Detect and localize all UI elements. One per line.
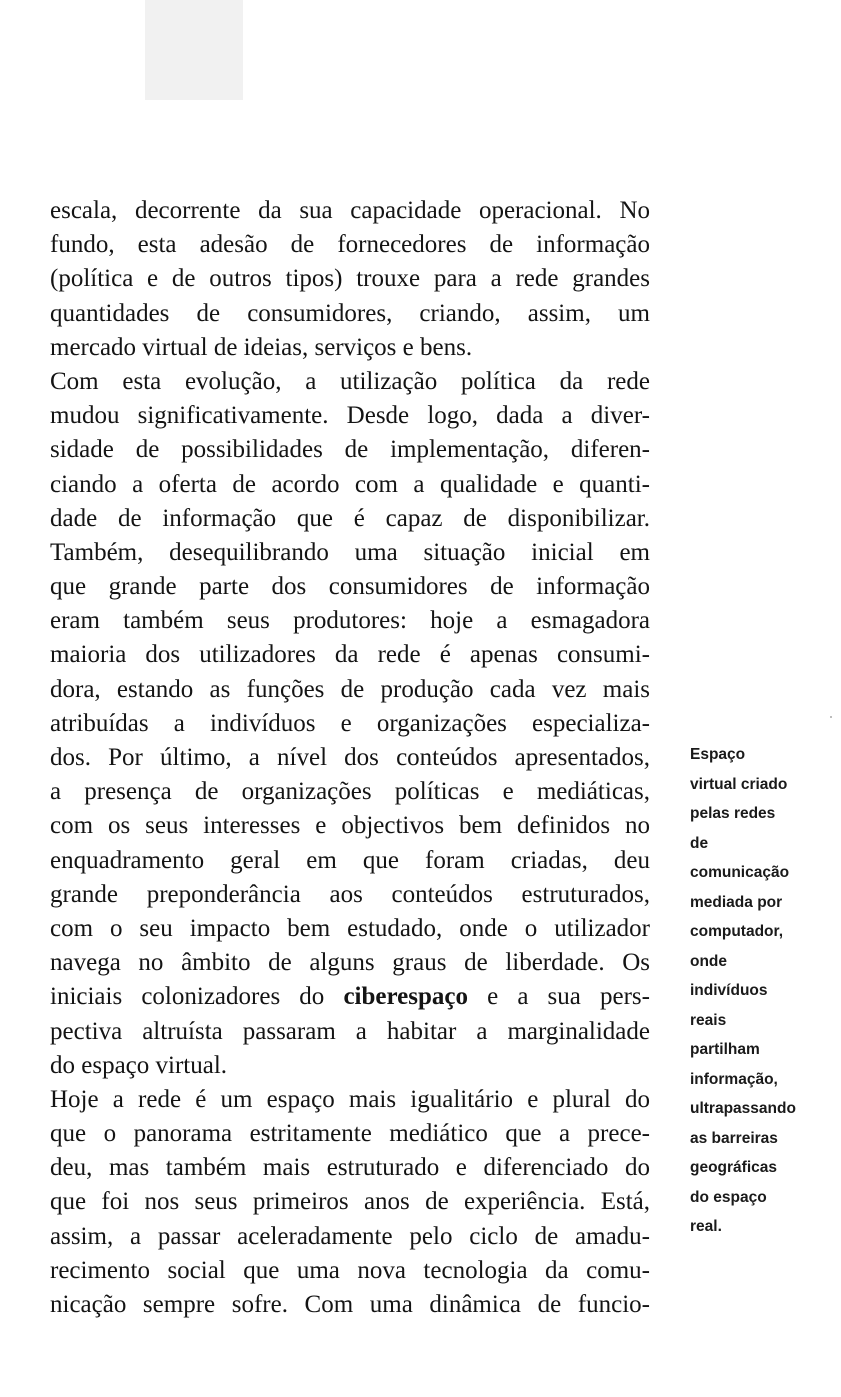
text-line: Hoje a rede é um espaço mais igualitário e plural do	[50, 1085, 650, 1113]
text-line: dade de informação que é capaz de disponibilizar.	[50, 504, 650, 532]
text-line: grande preponderância aos conteúdos estruturados,	[50, 880, 650, 908]
sidenote-line: do espaço	[690, 1188, 767, 1206]
sidenote-line: computador,	[690, 923, 784, 940]
text-line: deu, mas também mais estruturado e diferenciado do	[50, 1154, 650, 1182]
glossary-term: ciberespaço	[343, 983, 468, 1011]
text-line: a presença de organizações políticas e mediáticas,	[50, 778, 650, 806]
text-line: escala, decorrente da sua capacidade operacional. No	[50, 197, 650, 224]
text-line: com o seu impacto bem estudado, onde o utilizador	[50, 914, 650, 942]
text-line: mudou significativamente. Desde logo, dada a diver-	[50, 402, 650, 430]
sidenote-line: as barreiras	[690, 1129, 778, 1147]
text-line: maioria dos utilizadores da rede é apenas consumi-	[50, 641, 650, 669]
text-line: do espaço virtual.	[50, 1051, 228, 1079]
sidenote-line: pelas redes	[690, 805, 776, 822]
sidenote-line: geográficas	[690, 1159, 778, 1176]
sidenote-line: partilham	[690, 1041, 760, 1058]
text-line: quantidades de consumidores, criando, assim, um	[50, 299, 650, 327]
text-line: que foi nos seus primeiros anos de experiência. Está,	[50, 1188, 650, 1216]
text-line: recimento social que uma nova tecnologia da comu-	[50, 1256, 650, 1284]
text-line: dos. Por último, a nível dos conteúdos apresentados,	[50, 744, 650, 771]
text-line: navega no âmbito de alguns graus de liberdade. Os	[50, 949, 650, 977]
sidenote-line: informação,	[690, 1070, 778, 1088]
text-line: com os seus interesses e objectivos bem definidos no	[50, 812, 650, 840]
sidenote-line: mediada por	[690, 893, 783, 911]
glossary-sidenote	[690, 740, 830, 1242]
text-fragment: iniciais colonizadores do	[50, 983, 344, 1011]
text-line: eram também seus produtores: hoje a esmagadora	[50, 607, 650, 635]
scan-artifact	[145, 0, 243, 100]
text-fragment: e a sua pers-	[467, 983, 650, 1011]
sidenote-line: onde	[690, 952, 728, 970]
text-line: mercado virtual de ideias, serviços e bens.	[50, 333, 473, 361]
text-line: assim, a passar aceleradamente pelo ciclo de amadu-	[50, 1222, 650, 1250]
text-line: (política e de outros tipos) trouxe para a rede grandes	[50, 265, 650, 293]
text-line: fundo, esta adesão de fornecedores de informação	[50, 231, 650, 259]
sidenote-line: de	[690, 834, 709, 852]
sidenote-line: indivíduos	[690, 982, 768, 999]
sidenote-line: reais	[690, 1011, 727, 1029]
sidenote-line: virtual criado	[690, 775, 788, 793]
margin-mark	[830, 716, 832, 718]
sidenote-line: comunicação	[690, 864, 790, 881]
sidenote-line: ultrapassando	[690, 1100, 796, 1117]
text-line: pectiva altruísta passaram a habitar a marginalidade	[50, 1017, 650, 1045]
text-line: sidade de possibilidades de implementação, diferen-	[50, 436, 650, 464]
text-line: Também, desequilibrando uma situação inicial em	[50, 538, 650, 566]
sidenote-line: real.	[690, 1218, 722, 1235]
text-line: que grande parte dos consumidores de informação	[50, 573, 650, 601]
text-line: nicação sempre sofre. Com uma dinâmica de funcio-	[50, 1291, 650, 1318]
body-text	[50, 194, 650, 1322]
sidenote-line: Espaço	[690, 746, 746, 763]
text-line: atribuídas a indivíduos e organizações especializa-	[50, 709, 650, 737]
text-line: ciando a oferta de acordo com a qualidade e quanti-	[50, 470, 650, 498]
text-line: Com esta evolução, a utilização política da rede	[50, 367, 650, 395]
text-line: dora, estando as funções de produção cada vez mais	[50, 675, 650, 703]
text-line-with-term	[50, 980, 650, 1014]
text-line: que o panorama estritamente mediático que a prece-	[50, 1120, 650, 1148]
text-line: enquadramento geral em que foram criadas, deu	[50, 846, 650, 874]
